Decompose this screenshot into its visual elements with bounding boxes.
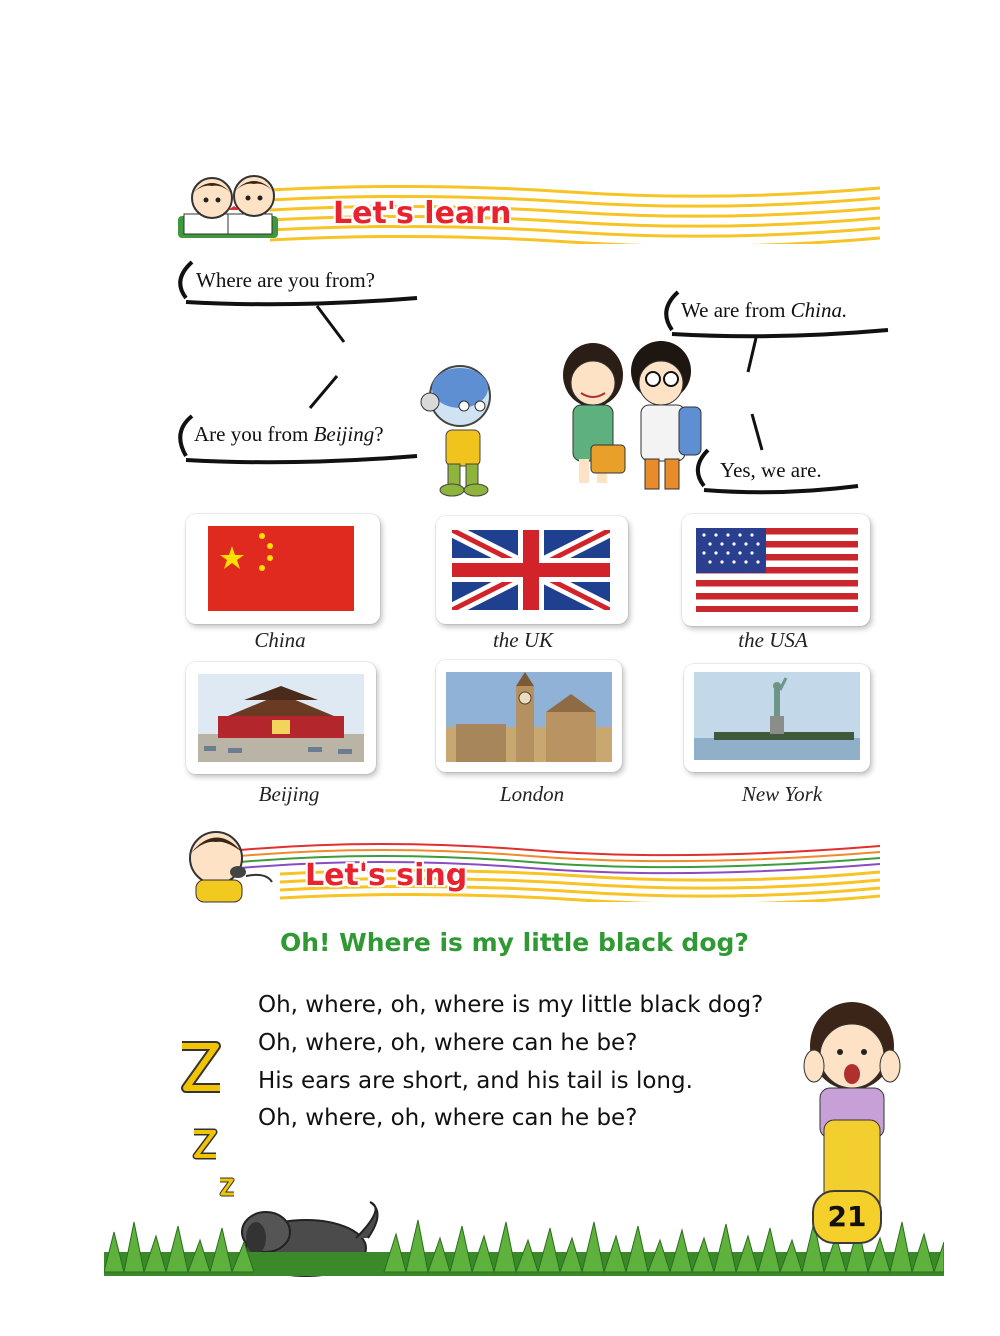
sing-section-title: Let's sing (305, 858, 468, 893)
london-photo-card (436, 660, 622, 772)
usa-flag-card (682, 514, 870, 626)
singing-boy-icon (176, 822, 276, 909)
a1-place: China. (790, 298, 848, 322)
caption-uk: the UK (492, 628, 554, 652)
new-york-photo-card (684, 664, 870, 772)
beijing-photo-card (186, 662, 376, 774)
uk-flag (452, 530, 610, 610)
china-flag (208, 526, 354, 611)
a1-prefix: We are from (681, 298, 791, 322)
caption-beijing: Beijing (258, 782, 320, 806)
lyric-line-2: Oh, where, oh, where can he be? (258, 1030, 638, 1056)
caption-china: China (254, 628, 306, 652)
london-photo (446, 672, 612, 762)
q2-place: Beijing (313, 422, 375, 446)
q2-prefix: Are you from (194, 422, 314, 446)
sing-header-stripes (180, 836, 885, 902)
question-from-beijing (194, 424, 384, 445)
statue-of-liberty-photo (694, 672, 860, 760)
question-where-from: Where are you from? (196, 268, 375, 292)
learn-section-title: Let's learn (333, 196, 512, 231)
song-title: Oh! Where is my little black dog? (280, 928, 749, 957)
caption-new-york: New York (741, 782, 823, 806)
caption-london: London (499, 782, 565, 806)
reading-children-icon (172, 170, 292, 247)
speech-bubble-left-bottom (172, 372, 432, 468)
lyric-line-3: His ears are short, and his tail is long. (258, 1068, 693, 1094)
sleeping-z-icon (176, 1040, 246, 1210)
caption-usa: the USA (738, 628, 808, 652)
tiananmen-photo (198, 674, 364, 762)
page-number: 21 (812, 1190, 882, 1244)
usa-flag (696, 528, 858, 612)
lyric-line-1: Oh, where, oh, where is my little black dog? (258, 992, 764, 1018)
lyric-line-4: Oh, where, oh, where can he be? (258, 1105, 638, 1131)
girl-and-boy-characters (535, 335, 715, 500)
answer-from-china (681, 300, 847, 321)
answer-yes: Yes, we are. (720, 458, 822, 482)
china-flag-card (186, 514, 380, 624)
uk-flag-card (436, 516, 628, 624)
speech-bubble-right-bottom (690, 410, 870, 498)
robot-character (418, 358, 508, 503)
q2-suffix: ? (374, 422, 384, 446)
